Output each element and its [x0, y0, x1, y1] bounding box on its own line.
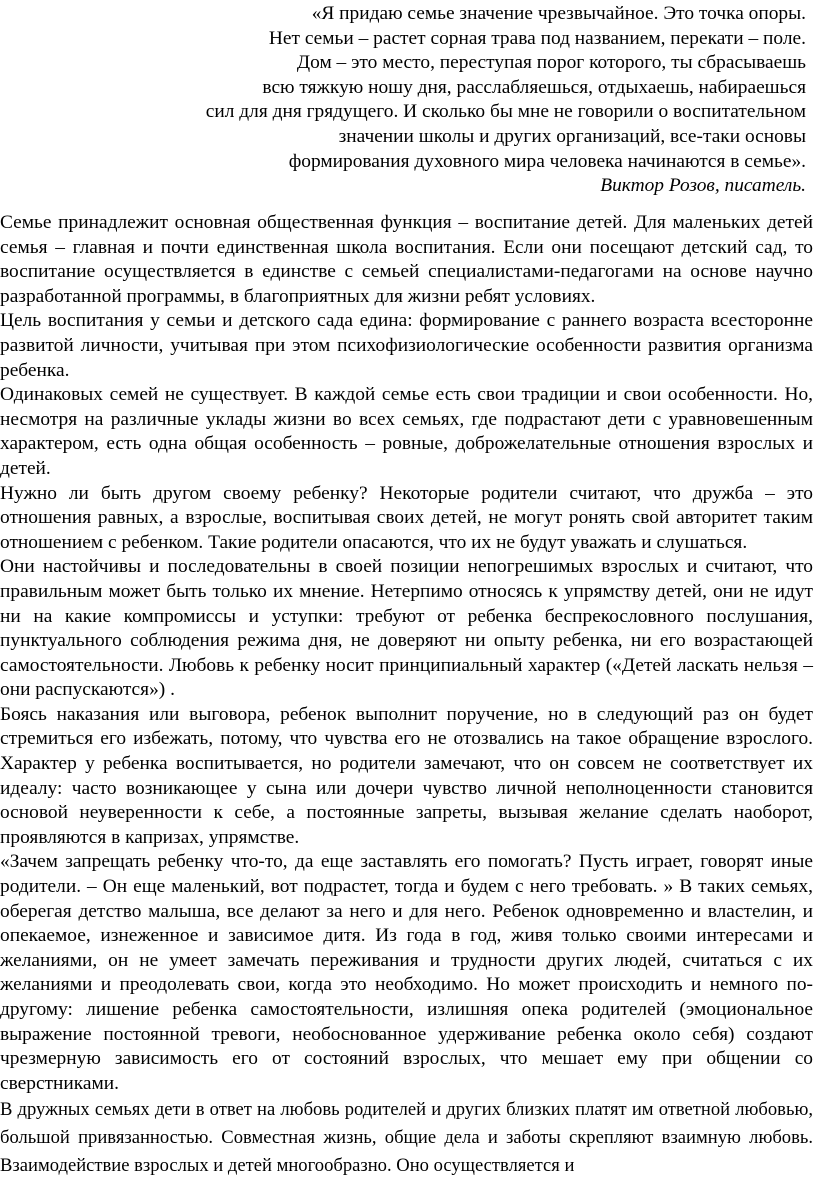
- paragraph: «Зачем запрещать ребенку что-то, да еще заставлять его помогать? Пусть играет, говорят иные родители. – Он еще маленький, вот подрастет, тогда и будем с него требовать. » В таких семьях, оберегая детство малыша, все делают за него и для него. Ребенок одновременно и властелин, и опекаемое, изнеженное и зависимое дитя. Из года в год, живя только своими интересами и желаниями, он не умеет замечать переживания и трудности других людей, считаться с их желаниями и преодолевать свои, когда это необходимо. Но может происходить и немного по-другому: лишение ребенка самостоятельности, излишняя опека родителей (эмоциональное выражение постоянной тревоги, необоснованное удерживание ребенка около себя) создают чрезмерную зависимость его от состояний взрослых, что мешает ему при общении со сверстниками.: [0, 851, 813, 1094]
- epigraph-line: «Я придаю семье значение чрезвычайное. Это точка опоры.: [311, 3, 806, 24]
- epigraph-author: Виктор Розов, писатель.: [600, 175, 806, 197]
- paragraph: Семье принадлежит основная общественная функция – воспитание детей. Для маленьких детей семья – главная и почти единственная школа воспитания. Если они посещают детский сад, то воспитание осуществляется в единстве с семьей специалистами-педагогами на основе научно разработанной программы, в благоприятных для жизни ребят условиях.: [0, 212, 813, 307]
- paragraph: Они настойчивы и последовательны в своей позиции непогрешимых взрослых и считают, что правильным может быть только их мнение. Нетерпимо относясь к упрямству детей, они не идут ни на какие компромиссы и уступки: требуют от ребенка беспрекословного послушания, пунктуального соблюдения режима дня, не доверяют ни опыту ребенка, ни его возрастающей самостоятельности. Любовь к ребенку носит принципиальный характер («Детей ласкать нельзя – они распускаются») .: [0, 556, 813, 701]
- paragraph: Цель воспитания у семьи и детского сада едина: формирование с раннего возраста всесторонне развитой личности, учитывая при этом психофизиологические особенности развития организма ребенка.: [0, 310, 813, 381]
- paragraph: Боясь наказания или выговора, ребенок выполнит поручение, но в следующий раз он будет стремиться его избежать, потому, что чувства его не отозвались на такое обращение взрослого. Характер у ребенка воспитывается, но родители замечают, что он совсем не соответствует их идеалу: часто возникающее у сына или дочери чувство личной неполноценности становится основой неуверенности к себе, а постоянные запреты, вызывая желание сделать наоборот, проявляются в капризах, упрямстве.: [0, 703, 813, 848]
- epigraph: [106, 2, 806, 199]
- epigraph-line: значении школы и других организаций, все-таки основы: [338, 125, 806, 147]
- epigraph-line: всю тяжкую ношу дня, расслабляешься, отдыхаешь, набираешься: [262, 76, 806, 98]
- epigraph-line: формирования духовного мира человека начинаются в семье».: [288, 150, 806, 172]
- body-text: [0, 211, 813, 1180]
- epigraph-line: Дом – это место, переступая порог которого, ты сбрасываешь: [296, 52, 806, 74]
- paragraph: Одинаковых семей не существует. В каждой семье есть свои традиции и свои особенности. Но, несмотря на различные уклады жизни во всех семьях, где подрастают дети с уравновешенным характером, есть одна общая особенность – ровные, доброжелательные отношения взрослых и детей.: [0, 384, 813, 479]
- paragraph: Нужно ли быть другом своему ребенку? Некоторые родители считают, что дружба – это отношения равных, а взрослые, воспитывая своих детей, не могут ронять свой авторитет таким отношением с ребенком. Такие родители опасаются, что их не будут уважать и слушаться.: [0, 482, 813, 553]
- epigraph-line: сил для дня грядущего. И сколько бы мне не говорили о воспитательном: [205, 101, 806, 123]
- epigraph-line: Нет семьи – растет сорная трава под названием, перекати – поле.: [268, 27, 806, 49]
- paragraph: В дружных семьях дети в ответ на любовь родителей и других близких платят им ответной любовью, большой привязанностью. Совместная жизнь, общие дела и заботы скрепляют взаимную любовь. Взаимодействие взрослых и детей многообразно. Оно осуществляется и: [0, 1099, 813, 1177]
